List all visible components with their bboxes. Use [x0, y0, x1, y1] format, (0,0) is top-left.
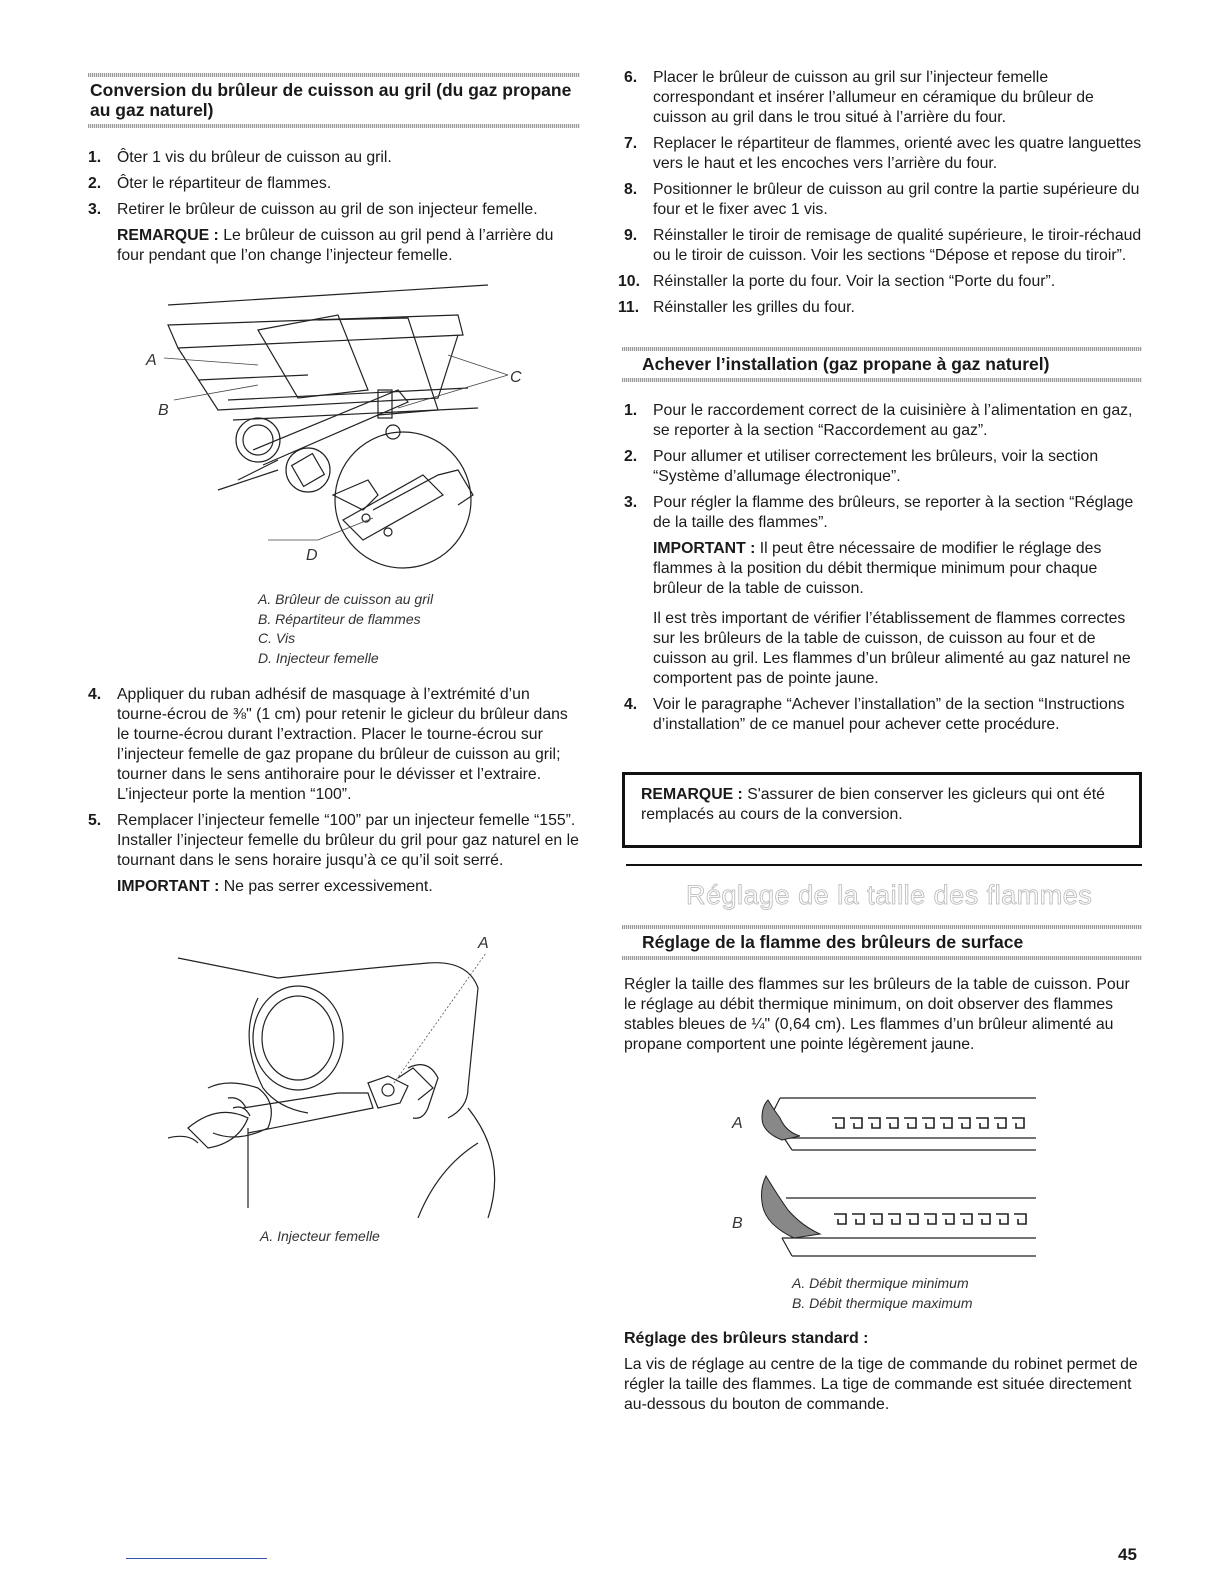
important-label: IMPORTANT :	[653, 540, 756, 557]
remark-box	[622, 772, 1142, 848]
bottom-link-underline	[126, 1558, 267, 1559]
figure-letter-b: B	[732, 1215, 743, 1232]
step-text: Replacer le répartiteur de flammes, orienté avec les quatre languettes vers le haut et les encoches vers l’arrière du four.	[653, 135, 1142, 172]
important-text: Il peut être nécessaire de modifier le réglage des flammes à la position du débit thermique minimum pour chaque brûleur de la table de cuisson.	[653, 540, 1102, 597]
step-text: Retirer le brûleur de cuisson au gril de son injecteur femelle.	[117, 201, 538, 218]
page-number: 45	[1118, 1545, 1137, 1564]
caption-line: A. Débit thermique minimum	[792, 1275, 969, 1291]
figure-letter-a: A	[146, 352, 157, 369]
steps-list-1-3	[88, 148, 580, 272]
step-text: Réinstaller le tiroir de remisage de qualité supérieure, le tiroir-réchaud ou le tiroir de cuisson. Voir les sections “Dépose et repose du tiroir”.	[653, 227, 1142, 264]
list-item	[88, 811, 580, 897]
figure1-captions	[258, 590, 433, 668]
caption-line: D. Injecteur femelle	[258, 649, 379, 666]
list-item	[624, 695, 1142, 735]
important-paragraph: Il est très important de vérifier l’établissement de flammes correctes sur les brûleurs de la table de cuisson, de cuisson au four et de cuisson au gril. Les flammes d’un brûleur alimenté au gaz naturel ne comportent pas de pointe jaune.	[653, 610, 1131, 687]
steps-list-4-5	[88, 685, 580, 903]
sub-paragraph: La vis de réglage au centre de la tige de commande du robinet permet de régler la taille des flammes. La tige de commande est située directement au-dessous du bouton de commande.	[624, 1356, 1138, 1413]
step-number: 9.	[624, 227, 638, 244]
list-item	[624, 68, 1142, 128]
step-number: 10.	[618, 273, 640, 290]
list-item	[88, 148, 580, 168]
figure-letter-b: B	[158, 402, 169, 419]
step-text: Pour allumer et utiliser correctement les brûleurs, voir la section “Système d’allumage électronique”.	[653, 448, 1099, 485]
list-item	[624, 447, 1142, 487]
section-title: Réglage de la flamme des brûleurs de surface	[642, 932, 1024, 952]
step-number: 1.	[624, 402, 638, 419]
step-number: 7.	[624, 135, 638, 152]
remark-text: Le brûleur de cuisson au gril pend à l’arrière du four pendant que l’on change l’injecteur femelle.	[117, 227, 554, 264]
dotted-rule	[88, 124, 580, 128]
figure-letter-a: A	[732, 1115, 743, 1132]
step-text: Réinstaller la porte du four. Voir la section “Porte du four”.	[653, 273, 1056, 290]
remark-text: S'assurer de bien conserver les gicleurs qui ont été remplacés au cours de la conversion.	[641, 786, 1105, 823]
caption-line: B. Répartiteur de flammes	[258, 610, 421, 627]
steps-list-achever	[624, 401, 1142, 741]
list-item	[618, 272, 1142, 292]
step-text: Positionner le brûleur de cuisson au gril contre la partie supérieure du four et le fixer avec 1 vis.	[653, 181, 1140, 218]
step-number: 2.	[624, 448, 638, 465]
step-text: Remplacer l’injecteur femelle “100” par un injecteur femelle “155”. Installer l’injecteur femelle du brûleur du gril pour gaz naturel en le tournant dans le sens horaire jusqu’à ce qu’il soit serré.	[117, 812, 579, 869]
step-number: 2.	[88, 175, 102, 192]
list-item	[88, 174, 580, 194]
remark-label: REMARQUE :	[117, 227, 219, 244]
step-number: 11.	[618, 299, 640, 316]
step-number: 5.	[88, 812, 102, 829]
step-number: 3.	[624, 494, 638, 511]
step-number: 8.	[624, 181, 638, 198]
step-text: Ôter le répartiteur de flammes.	[117, 175, 332, 192]
figure-letter-c: C	[510, 369, 522, 386]
list-item	[624, 180, 1142, 220]
caption-line: A. Brûleur de cuisson au gril	[258, 591, 434, 607]
step-text: Pour le raccordement correct de la cuisinière à l’alimentation en gaz, se reporter à la section “Raccordement au gaz”.	[653, 402, 1133, 439]
list-item	[618, 298, 1142, 318]
dotted-rule	[622, 956, 1142, 960]
step-text: Ôter 1 vis du brûleur de cuisson au gril.	[117, 149, 392, 166]
step-text: Appliquer du ruban adhésif de masquage à l’extrémité d’un tourne-écrou de ⅜" (1 cm) pour retenir le gicleur du brûleur dans le tourne-écrou durant l’extraction. Placer le tourne-écrou sur l’injecteur femelle de gaz propane du brûleur de cuisson au gril; tourner dans le sens antihoraire pour le dévisser et l’extraire. L’injecteur porte la mention “100”.	[117, 686, 568, 803]
steps-list-6-11	[618, 68, 1142, 324]
surface-paragraph: Régler la taille des flammes sur les brûleurs de la table de cuisson. Pour le réglage au débit thermique minimum, on doit observer des flammes stables bleues de ¼" (0,64 cm). Les flammes d’un brûleur alimenté au propane comportent une pointe légèrement jaune.	[624, 976, 1130, 1053]
sub-title: Réglage des brûleurs standard :	[624, 1330, 869, 1347]
flame-size-diagram	[722, 1088, 1052, 1268]
step-number: 3.	[88, 201, 102, 218]
big-section-title: Réglage de la taille des flammes	[686, 880, 1093, 910]
caption-line: B. Débit thermique maximum	[792, 1294, 973, 1311]
important-text: Ne pas serrer excessivement.	[219, 878, 433, 895]
list-item	[88, 685, 580, 805]
section-surface-header	[622, 925, 1142, 960]
broiler-burner-diagram	[138, 270, 548, 570]
list-item	[624, 134, 1142, 174]
section-title: Achever l’installation (gaz propane à gaz naturel)	[642, 354, 1050, 374]
important-note	[117, 877, 580, 897]
section-achever-header	[622, 347, 1142, 382]
step-text: Placer le brûleur de cuisson au gril sur l’injecteur femelle correspondant et insérer l’allumeur en céramique du brûleur de cuisson au gril dans le trou situé à l’arrière du four.	[653, 69, 1094, 126]
important-note	[653, 539, 1142, 599]
figure-letter-d: D	[306, 547, 318, 564]
list-item	[624, 493, 1142, 689]
caption-line: C. Vis	[258, 630, 296, 646]
section-conversion-header	[88, 73, 580, 128]
list-item	[624, 226, 1142, 266]
dotted-rule	[622, 378, 1142, 382]
step-text: Voir le paragraphe “Achever l’installation” de la section “Instructions d’installation” de ce manuel pour achever cette procédure.	[653, 696, 1125, 733]
figure-letter-a: A	[478, 935, 489, 952]
step-text: Réinstaller les grilles du four.	[653, 299, 855, 316]
step-number: 4.	[624, 696, 638, 713]
step-number: 4.	[88, 686, 102, 703]
list-item	[624, 401, 1142, 441]
injector-wrench-diagram	[168, 928, 508, 1218]
figure3-captions	[792, 1274, 973, 1313]
step-number: 1.	[88, 149, 102, 166]
important-label: IMPORTANT :	[117, 878, 220, 895]
section-divider	[626, 864, 1142, 866]
remark-note	[117, 226, 580, 266]
step-number: 6.	[624, 69, 638, 86]
remark-label: REMARQUE :	[641, 786, 743, 803]
step-text: Pour régler la flamme des brûleurs, se reporter à la section “Réglage de la taille des flammes”.	[653, 494, 1134, 531]
figure2-caption: A. Injecteur femelle	[260, 1228, 380, 1244]
section-title: Conversion du brûleur de cuisson au gril (du gaz propane au gaz naturel)	[90, 80, 572, 120]
list-item	[88, 200, 580, 266]
